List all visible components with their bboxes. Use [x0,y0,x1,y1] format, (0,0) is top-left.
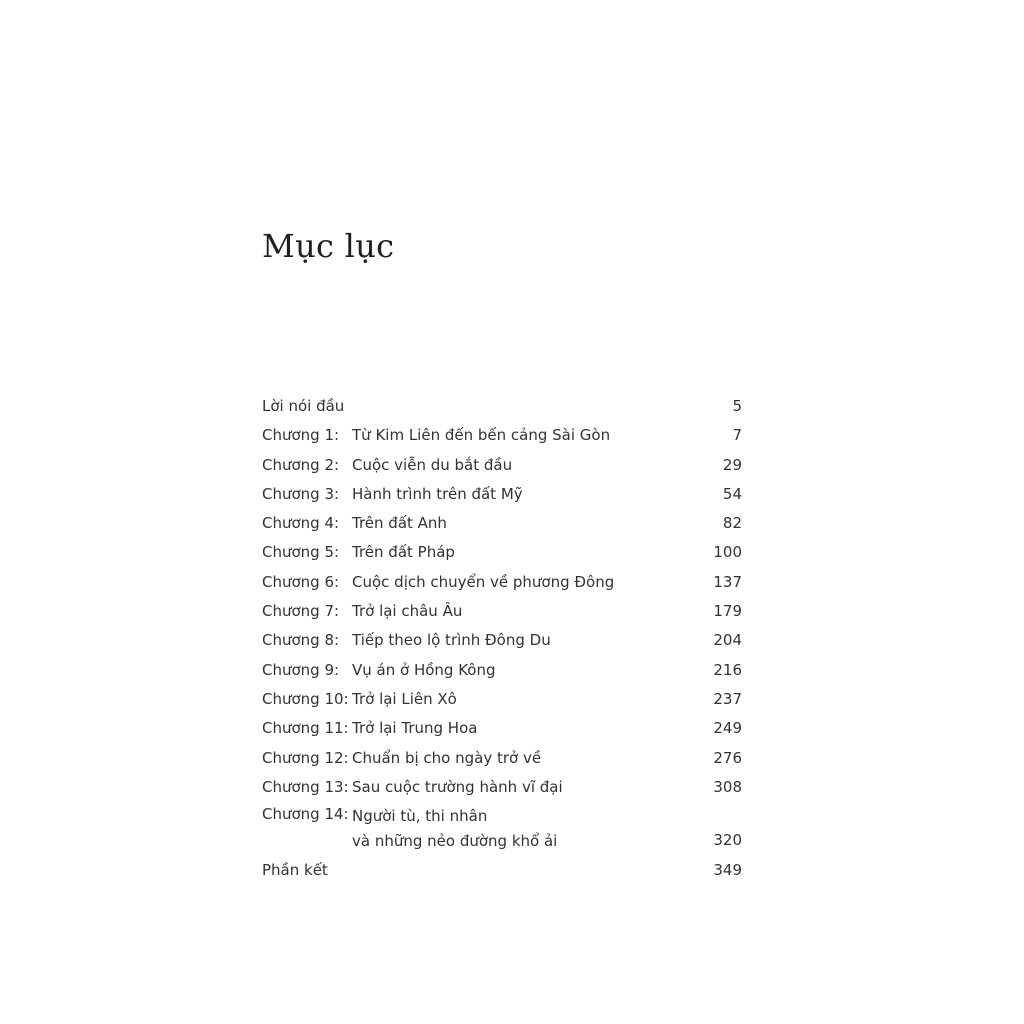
table-of-contents [262,392,742,885]
toc-chapter-label: Chương 4: [262,514,340,533]
page-title: Mục lục [262,227,395,265]
toc-entry-chapter-5 [262,538,742,567]
toc-entry-title: Vụ án ở Hồng Kông [352,660,496,679]
toc-entry-title [352,804,652,854]
toc-entry-epilogue [262,856,742,885]
toc-chapter-label: Chương 14: [262,805,349,824]
toc-entry-title: Cuộc dịch chuyển về phương Đông [352,572,615,591]
toc-page-number: 308 [713,777,742,796]
toc-chapter-label: Chương 7: [262,602,340,621]
toc-chapter-label: Chương 11: [262,719,349,738]
toc-entry-title: Trở lại Trung Hoa [352,719,478,738]
toc-entry-chapter-14 [262,802,742,856]
toc-entry-chapter-1 [262,421,742,450]
toc-chapter-label: Chương 10: [262,689,349,708]
toc-chapter-label: Chương 3: [262,484,340,503]
toc-entry-preface [262,392,742,421]
toc-entry-chapter-2 [262,451,742,480]
toc-entry-chapter-11 [262,714,742,743]
toc-entry-title: Trở lại Liên Xô [352,689,457,708]
toc-page-number: 249 [713,719,742,738]
toc-entry-title-line-2: và những nẻo đường khổ ải [352,832,558,851]
toc-page-number: 82 [722,514,742,533]
toc-page-number: 216 [713,660,742,679]
toc-page-number: 137 [713,572,742,591]
toc-entry-title: Trở lại châu Âu [352,602,463,621]
toc-entry-chapter-10 [262,685,742,714]
toc-chapter-label: Chương 6: [262,572,340,591]
toc-entry-title: Lời nói đầu [262,397,345,415]
toc-entry-title: Sau cuộc trường hành vĩ đại [352,777,563,796]
toc-page-number: 179 [713,602,742,621]
toc-page-number: 276 [713,748,742,767]
toc-entry-title: Tiếp theo lộ trình Đông Du [352,631,551,650]
toc-page-number: 237 [713,689,742,708]
toc-chapter-label: Chương 9: [262,660,340,679]
toc-entry-title: Chuẩn bị cho ngày trở về [352,748,542,767]
toc-entry-chapter-9 [262,656,742,685]
toc-entry-chapter-13 [262,773,742,802]
toc-entry-title: Hành trình trên đất Mỹ [352,484,523,503]
toc-entry-title: Trên đất Pháp [352,543,455,562]
toc-page-number: 5 [732,397,742,415]
toc-page-number: 100 [713,543,742,562]
toc-entry-title: Từ Kim Liên đến bến cảng Sài Gòn [352,426,611,445]
toc-page-number: 7 [732,426,742,445]
toc-entry-chapter-8 [262,626,742,655]
toc-page-number: 204 [713,631,742,650]
toc-entry-title: Cuộc viễn du bắt đầu [352,455,513,474]
toc-entry-title-line-1: Người tù, thi nhân [352,807,488,826]
toc-entry-chapter-6 [262,568,742,597]
toc-page-number: 320 [713,831,742,850]
toc-entry-title: Phần kết [262,861,328,880]
toc-page-number: 29 [722,455,742,474]
toc-chapter-label: Chương 1: [262,426,340,445]
toc-entry-chapter-12 [262,744,742,773]
toc-chapter-label: Chương 2: [262,455,340,474]
toc-entry-chapter-3 [262,480,742,509]
toc-entry-chapter-7 [262,597,742,626]
toc-chapter-label: Chương 5: [262,543,340,562]
toc-entry-title: Trên đất Anh [352,514,447,533]
toc-chapter-label: Chương 13: [262,777,349,796]
toc-page-number: 54 [722,484,742,503]
toc-entry-chapter-4 [262,509,742,538]
toc-chapter-label: Chương 12: [262,748,349,767]
toc-chapter-label: Chương 8: [262,631,340,650]
toc-page-number: 349 [713,861,742,880]
